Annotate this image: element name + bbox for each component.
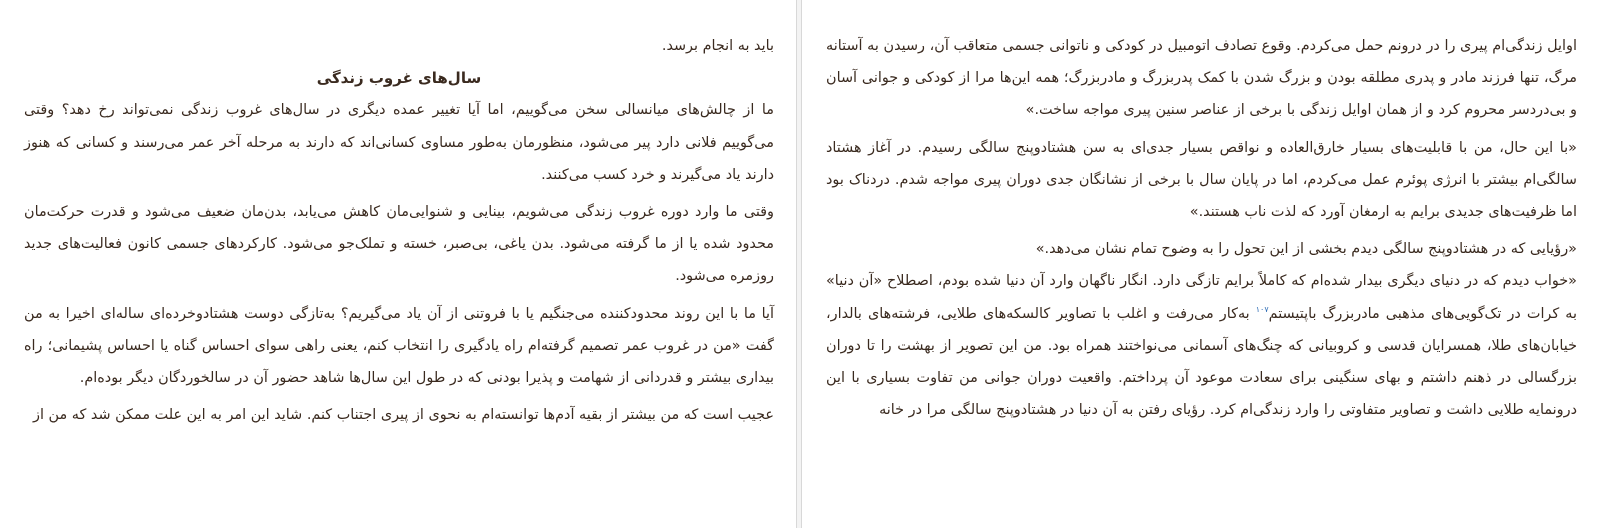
- paragraph: عجیب است که من بیشتر از بقیه آدم‌ها توانسته‌ام به نحوی از پیری اجتناب کنم. شاید این امر به این علت ممکن شد که من از: [33, 407, 774, 424]
- dream-paragraph: [826, 265, 1577, 426]
- right-page: [801, 0, 1600, 528]
- paragraph: ما از چالش‌های میانسالی سخن می‌گوییم، اما آیا تغییر عمده دیگری در سال‌های غروب زندگی نمی‌تواند رخ دهد؟ وقتی می‌گوییم فلانی دارد پیر می‌شود، منظورمان به‌طور مساوی کسانی‌اند که دارند به مرحله آخر عمر می‌رسند و کسانی که هنوز دارند یاد می‌گیرند و خرد کسب می‌کنند.: [24, 102, 774, 183]
- left-page: [0, 0, 797, 528]
- continuation-line: باید به انجام برسد.: [661, 38, 774, 54]
- paragraph: وقتی ما وارد دوره غروب زندگی می‌شویم، بینایی و شنوایی‌مان کاهش می‌یابد، بدن‌مان ضعیف می‌شود و قدرت حرکت‌مان محدود شده یا از ما گرفته می‌شود. بدن یاغی، بی‌صبر، خسته و تملک‌جو می‌شود. کارکردهای جسمی کانون فعالیت‌های جدید روزمره می‌شود.: [24, 204, 774, 285]
- section-heading: سال‌های غروب زندگی: [316, 69, 482, 88]
- dream-text-end: به‌کار می‌رفت و اغلب با تصاویر کالسکه‌های طلایی، فرشته‌های بالدار، خیابان‌های طلا، همسرایان قدسی و کروبیانی که چنگ‌های آسمانی می‌نواختند همراه بود. من این تصویر از بهشت را تا دوران بزرگسالی در ذهنم داشتم و بهای سنگینی برای سعادت موعود آن پرداختم. واقعیت دوران جوانی من تفاوت بسیاری با این درونمایه طلایی داشت و تصاویر متفاوتی را وارد زندگی‌ام کرد. رؤیای رفتن به آن دنیا در هشتادوپنج سالگی مرا در خانه: [826, 305, 1577, 419]
- paragraph: «با این حال، من با قابلیت‌های بسیار خارق‌العاده و نواقص بسیار جدی‌ای به سن هشتادوپنج سالگی رسیدم. در آغاز هشتاد سالگی‌ام بیشتر با انرژی پوئرم عمل می‌کردم، اما در پایان سال با برخی از نشانگان جدی دوران پیری مواجه شدم. دردناک بود اما ظرفیت‌های جدیدی برایم به ارمغان آورد که لذت ناب هستند.»: [826, 139, 1577, 221]
- left-page-text: [24, 30, 774, 431]
- paragraph: اوایل زندگی‌ام پیری را در درونم حمل می‌کردم. وقوع تصادف اتومبیل در کودکی و ناتوانی جسمی متعاقب آن، رسیدن به آستانه مرگ، تنها فرزند مادر و پدری مطلقه بودن و بزرگ شدن با کمک پدربزرگ و مادربزرگ؛ همه این‌ها مرا از کودکی و جوانی آسان و بی‌دردسر محروم کرد و از همان اوایل زندگی با برخی از عناصر سنین پیری مواجه ساخت.»: [826, 38, 1577, 119]
- dream-text-start: «خواب دیدم که در دنیای دیگری بیدار شده‌ام که کاملاً برایم تازگی دارد. انگار ناگهان وارد آن دنیا شده بودم، اصطلاح «آن دنیا» به کرات در تک‌گویی‌های مذهبی مادربزرگ باپتیستم: [826, 273, 1577, 322]
- paragraph: «رؤیایی که در هشتادوپنج سالگی دیدم بخشی از این تحول را به وضوح تمام نشان می‌دهد.»: [1035, 241, 1577, 258]
- right-page-text: [826, 30, 1577, 426]
- footnote-reference[interactable]: ۱۰۷: [1255, 304, 1269, 314]
- paragraph: آیا ما با این روند محدودکننده می‌جنگیم یا با فروتنی از آن یاد می‌گیریم؟ به‌تازگی دوست هشتادوخرده‌ای ساله‌ای اخیرا به من گفت «من در غروب عمر تصمیم گرفته‌ام راه یادگیری را انتخاب کنم، یعنی راهی سوای احساس گناه یا احساس پشیمانی؛ راه بیداری بیشتر و قدردانی از شهامت و پذیرا بودنی که در طول این سال‌ها شاهد حضور آن در سالخوردگان دیگر بوده‌ام.: [24, 305, 774, 387]
